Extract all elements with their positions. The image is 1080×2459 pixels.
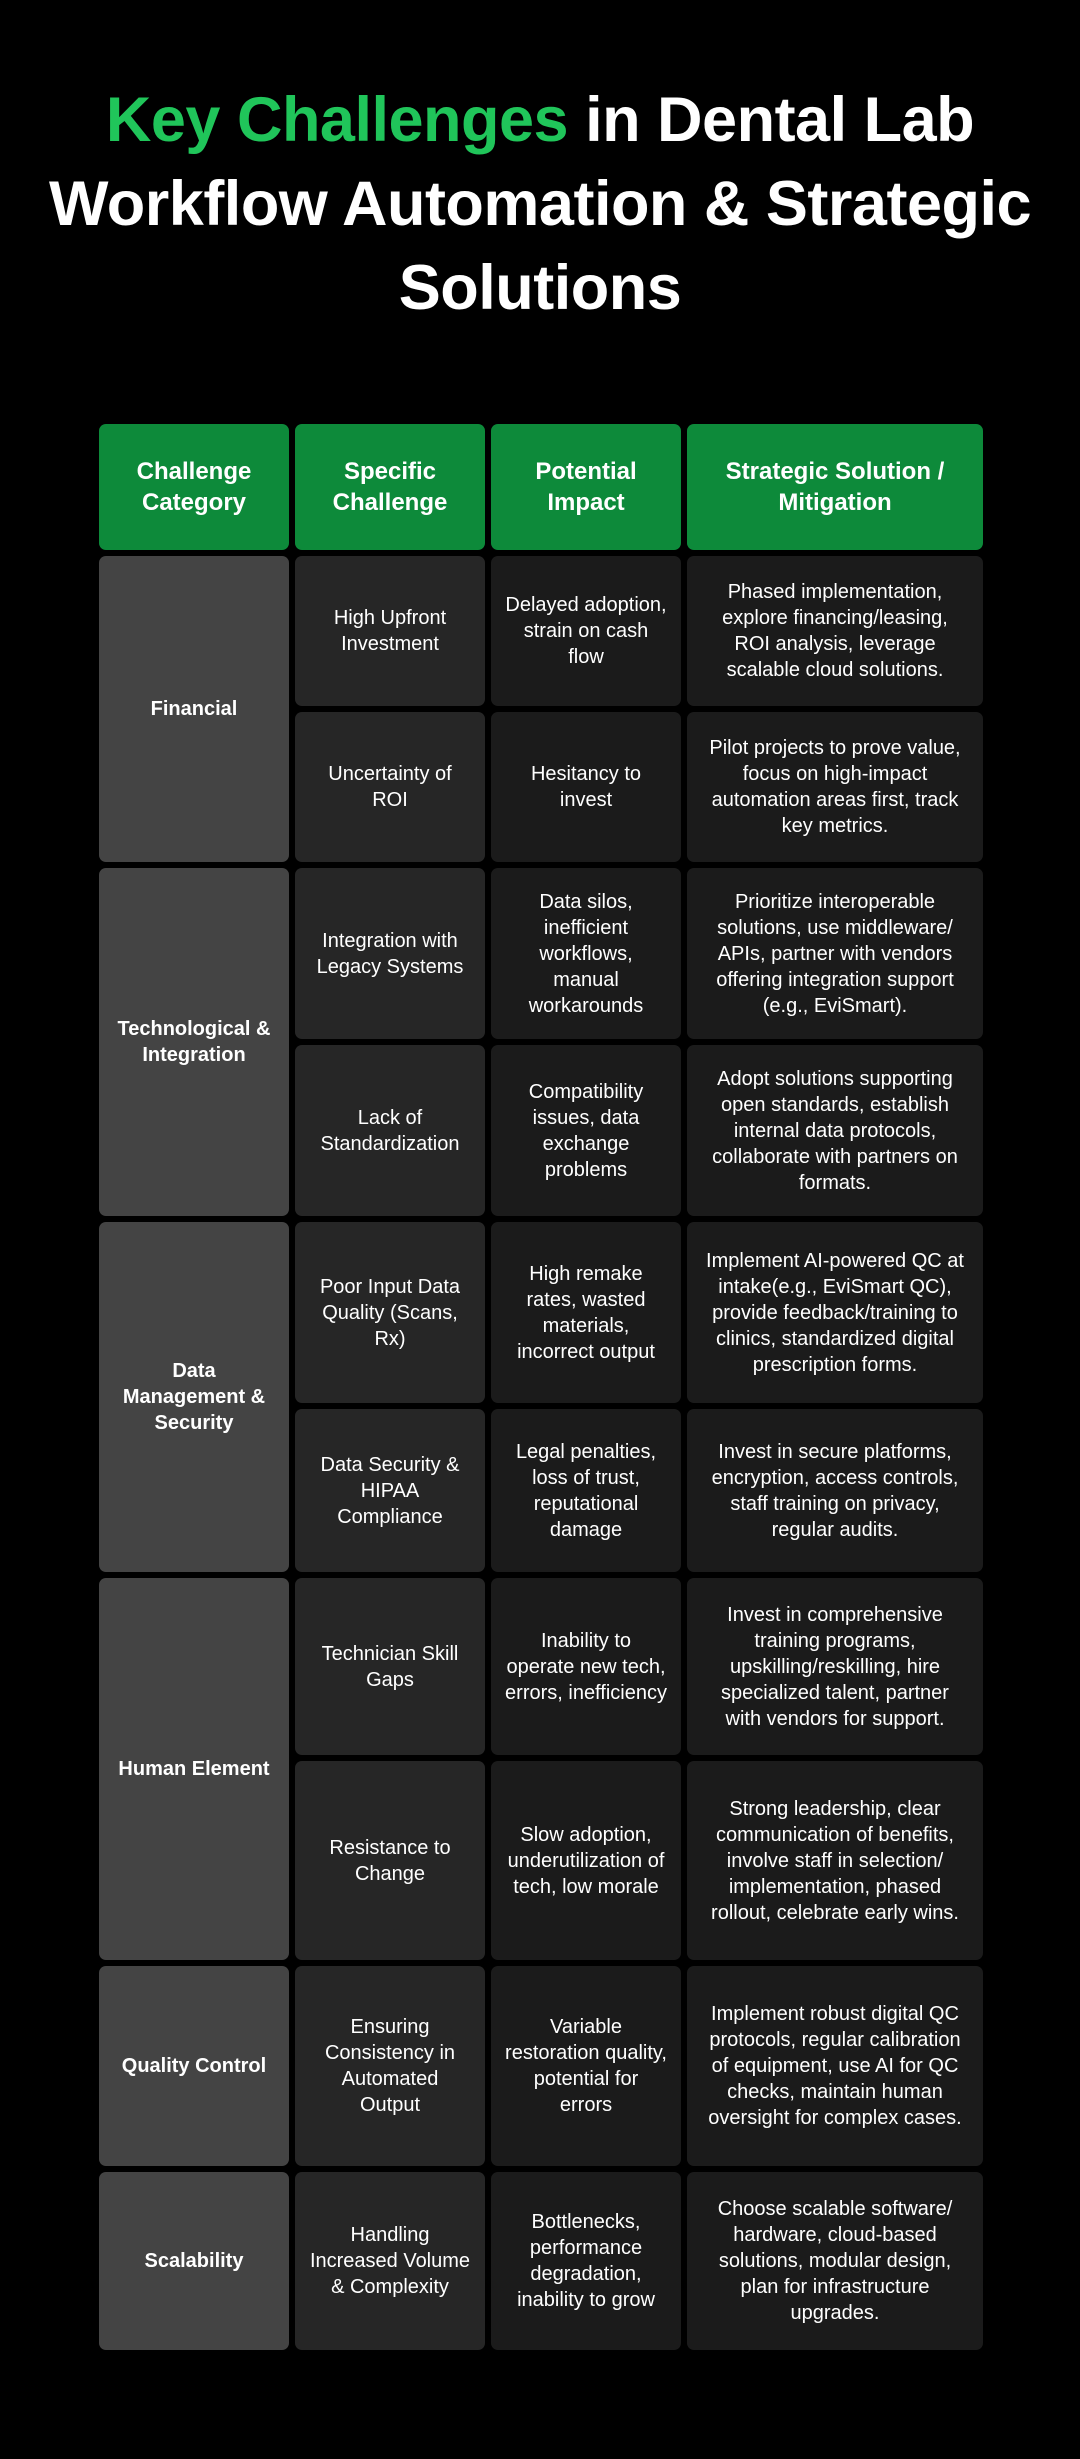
- challenge-cell: Resistance to Change: [295, 1761, 485, 1960]
- solution-cell: Implement AI-powered QC at intake(e.g., EviSmart QC), provide feedback/training to clinics, standardized digital prescription forms.: [687, 1222, 983, 1403]
- solution-cell: Pilot projects to prove value, focus on high-impact automation areas first, track key metrics.: [687, 712, 983, 862]
- header-strategic-solution: Strategic Solution / Mitigation: [687, 424, 983, 550]
- impact-cell: Legal penalties, loss of trust, reputational damage: [491, 1409, 681, 1572]
- solution-cell: Phased implementation, explore financing/leasing, ROI analysis, leverage scalable cloud solutions.: [687, 556, 983, 706]
- solution-cell: Choose scalable software/ hardware, cloud-based solutions, modular design, plan for infrastructure upgrades.: [687, 2172, 983, 2350]
- challenge-cell: Uncertainty of ROI: [295, 712, 485, 862]
- challenge-cell: Poor Input Data Quality (Scans, Rx): [295, 1222, 485, 1403]
- impact-cell: Data silos, inefficient workflows, manual workarounds: [491, 868, 681, 1039]
- challenge-cell: Technician Skill Gaps: [295, 1578, 485, 1755]
- category-quality-control: Quality Control: [99, 1966, 289, 2166]
- category-technological-integration: Technological & Integration: [99, 868, 289, 1216]
- impact-cell: Delayed adoption, strain on cash flow: [491, 556, 681, 706]
- header-potential-impact: Potential Impact: [491, 424, 681, 550]
- impact-cell: High remake rates, wasted materials, incorrect output: [491, 1222, 681, 1403]
- impact-cell: Inability to operate new tech, errors, inefficiency: [491, 1578, 681, 1755]
- challenge-cell: Integration with Legacy Systems: [295, 868, 485, 1039]
- impact-cell: Slow adoption, underutilization of tech, low morale: [491, 1761, 681, 1960]
- category-human-element: Human Element: [99, 1578, 289, 1960]
- title-highlight: Key Challenges: [105, 85, 569, 155]
- category-data-management-security: Data Management & Security: [99, 1222, 289, 1572]
- title-rest: in Dental Lab Workflow Automation & Strategic Solutions: [48, 85, 1032, 323]
- impact-cell: Bottlenecks, performance degradation, inability to grow: [491, 2172, 681, 2350]
- challenge-cell: Ensuring Consistency in Automated Output: [295, 1966, 485, 2166]
- impact-cell: Variable restoration quality, potential for errors: [491, 1966, 681, 2166]
- solution-cell: Invest in comprehensive training programs, upskilling/reskilling, hire specialized talent, partner with vendors for support.: [687, 1578, 983, 1755]
- category-scalability: Scalability: [99, 2172, 289, 2350]
- header-specific-challenge: Specific Challenge: [295, 424, 485, 550]
- solution-cell: Strong leadership, clear communication of benefits, involve staff in selection/ implementation, phased rollout, celebrate early wins.: [687, 1761, 983, 1960]
- solution-cell: Prioritize interoperable solutions, use middleware/ APIs, partner with vendors offering integration support (e.g., EviSmart).: [687, 868, 983, 1039]
- challenges-table: [99, 424, 983, 2350]
- solution-cell: Adopt solutions supporting open standards, establish internal data protocols, collaborate with partners on formats.: [687, 1045, 983, 1216]
- header-challenge-category: Challenge Category: [99, 424, 289, 550]
- solution-cell: Invest in secure platforms, encryption, access controls, staff training on privacy, regular audits.: [687, 1409, 983, 1572]
- impact-cell: Compatibility issues, data exchange problems: [491, 1045, 681, 1216]
- impact-cell: Hesitancy to invest: [491, 712, 681, 862]
- page-title: [0, 78, 1080, 330]
- challenge-cell: Data Security & HIPAA Compliance: [295, 1409, 485, 1572]
- challenge-cell: Lack of Standardization: [295, 1045, 485, 1216]
- category-financial: Financial: [99, 556, 289, 862]
- challenge-cell: High Upfront Investment: [295, 556, 485, 706]
- challenge-cell: Handling Increased Volume & Complexity: [295, 2172, 485, 2350]
- solution-cell: Implement robust digital QC protocols, regular calibration of equipment, use AI for QC checks, maintain human oversight for complex cases.: [687, 1966, 983, 2166]
